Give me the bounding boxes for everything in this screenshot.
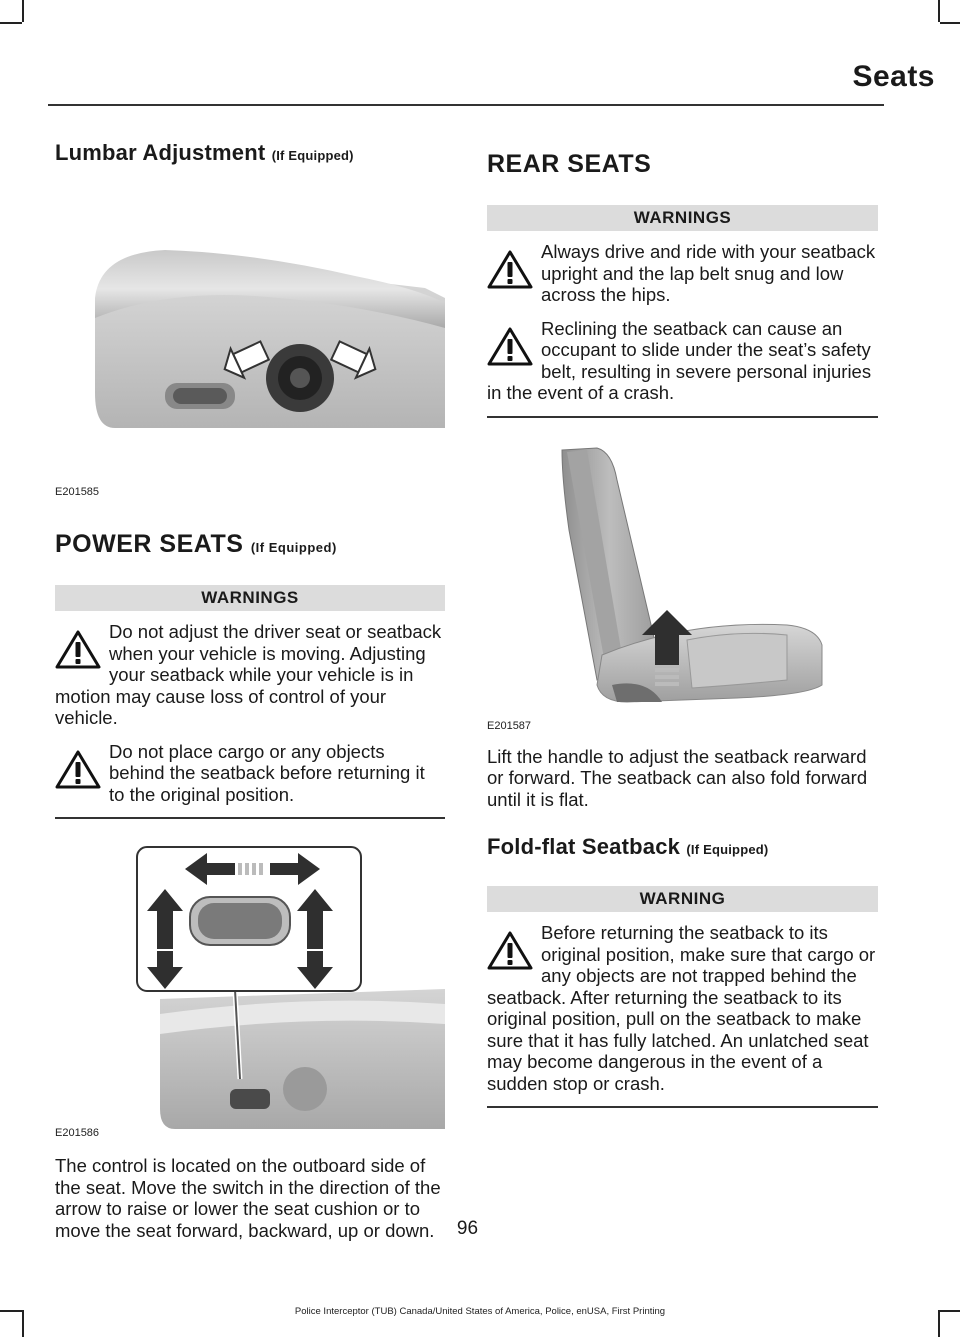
warning-rule	[487, 1106, 878, 1108]
lumbar-figure	[55, 178, 445, 500]
warning-text: Do not adjust the driver seat or seatback when your vehicle is moving. Adjusting your seatback while your vehicle is in motion may cause loss of control of your vehicle.	[55, 621, 442, 728]
warnings-heading: WARNINGS	[487, 205, 878, 231]
fold-flat-qualifier: (If Equipped)	[686, 842, 769, 857]
crop-mark	[0, 22, 22, 24]
power-seats-heading	[55, 530, 445, 559]
power-seats-title: POWER SEATS	[55, 530, 244, 558]
warning-text: Always drive and ride with your seatback upright and the lap belt snug and low across the hips.	[541, 241, 876, 305]
warning-triangle-icon	[487, 249, 533, 289]
crop-mark	[22, 0, 24, 22]
rear-seat-figure	[487, 440, 878, 732]
power-seat-figure	[55, 839, 445, 1139]
warning-triangle-icon	[55, 629, 101, 669]
rear-seats-heading: REAR SEATS	[487, 150, 652, 178]
warning-text: Do not place cargo or any objects behind the seatback before returning it to the original position.	[109, 740, 425, 805]
page-header-title: Seats	[852, 60, 935, 93]
warning-item	[55, 621, 445, 729]
figure-code: E201586	[55, 1127, 100, 1139]
rear-seat-description: Lift the handle to adjust the seatback rearward or forward. The seatback can also fold forward until it is flat.	[487, 745, 868, 810]
figure-code: E201587	[487, 719, 532, 732]
warnings-heading: WARNINGS	[55, 585, 445, 611]
warning-triangle-icon	[487, 930, 533, 970]
warning-heading: WARNING	[487, 886, 878, 912]
warning-text: Before returning the seatback to its original position, make sure that cargo or any objects are not trapped behind the seatback. After returning the seatback to its original position, pull on the seatback to make sure that it has fully latched. An unlatched seat may become dangerous in the event of a sudden stop or crash.	[487, 922, 876, 1094]
warning-text: Reclining the seatback can cause an occupant to slide under the seat’s safety belt, resulting in severe personal injuries in the event of a crash.	[487, 317, 872, 403]
warning-triangle-icon	[487, 326, 533, 366]
rear-seat-illustration	[487, 440, 878, 725]
power-seat-description: The control is located on the outboard side of the seat. Move the switch in the direction of the arrow to raise or lower the seat cushion or to move the seat forward, backward, up or down.	[55, 1155, 441, 1241]
warnings-rule	[55, 817, 445, 819]
page-number: 96	[456, 1218, 479, 1239]
lumbar-illustration	[55, 178, 445, 478]
warning-item	[487, 318, 878, 404]
lumbar-heading	[55, 140, 445, 166]
power-seat-illustration	[55, 839, 445, 1129]
warning-triangle-icon	[55, 749, 101, 789]
fold-flat-title: Fold-flat Seatback	[487, 834, 681, 859]
lumbar-qualifier: (If Equipped)	[271, 148, 354, 163]
fold-flat-warning	[487, 886, 878, 1108]
warning-item	[487, 922, 878, 1094]
warnings-rule	[487, 416, 878, 418]
crop-mark	[938, 0, 940, 22]
footer-text: Police Interceptor (TUB) Canada/United States of America, Police, enUSA, First Printing	[294, 1306, 666, 1317]
lumbar-title: Lumbar Adjustment	[55, 140, 266, 165]
figure-code: E201585	[55, 486, 100, 498]
right-column	[487, 140, 878, 1108]
left-column	[55, 140, 445, 1241]
fold-flat-heading	[487, 834, 878, 860]
power-seats-qualifier: (If Equipped)	[250, 540, 337, 555]
rear-warnings	[487, 205, 878, 418]
crop-mark	[940, 22, 960, 24]
warning-item	[55, 741, 445, 806]
header-rule	[48, 104, 884, 106]
power-warnings	[55, 585, 445, 819]
warning-item	[487, 241, 878, 306]
